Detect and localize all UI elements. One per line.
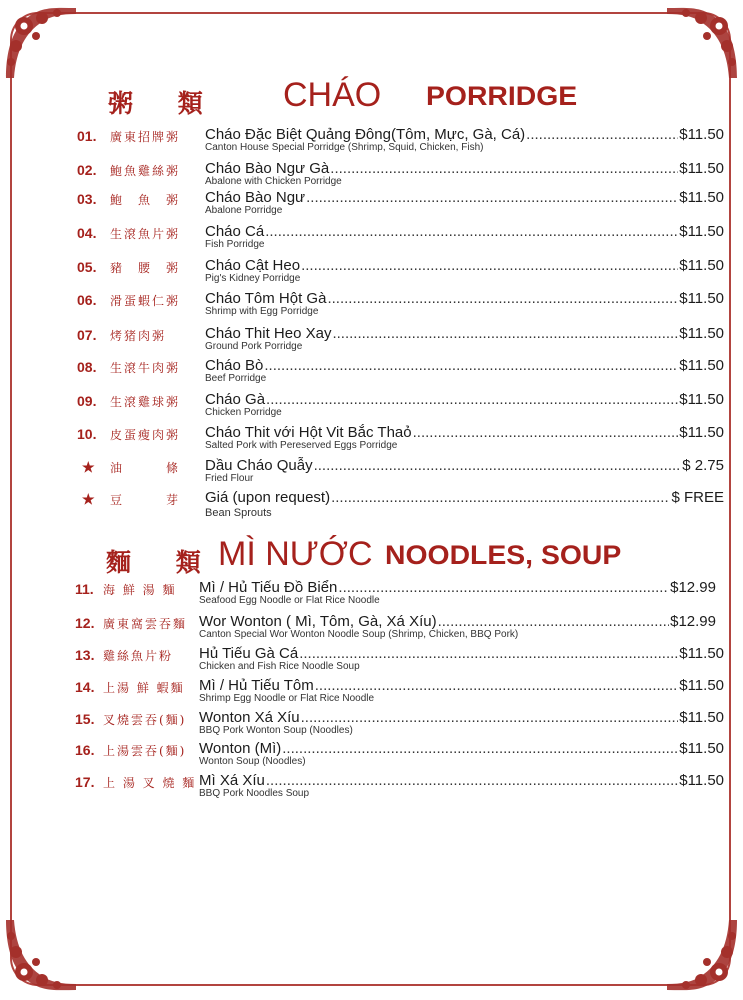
star-icon: ★ [82, 491, 95, 507]
item-chinese-name: 叉燒雲吞(麵) [103, 713, 187, 727]
item-chinese-name: 上湯 鮮 蝦麵 [103, 681, 185, 695]
item-chinese-name: 生滾雞球粥 [110, 395, 181, 409]
menu-item[interactable] [72, 709, 724, 741]
item-name: Cháo Bò [205, 357, 264, 374]
item-name: Wonton Xá Xíu [199, 709, 300, 726]
menu-item[interactable] [72, 257, 724, 289]
item-description: Shrimp Egg Noodle or Flat Rice Noodle [199, 693, 375, 704]
dot-leader [330, 160, 678, 177]
item-chinese-name: 雞絲魚片粉 [103, 649, 174, 663]
item-name: Cháo Tôm Hột Gà [205, 290, 327, 307]
item-chinese-name: 上湯雲吞(麵) [103, 744, 187, 758]
dot-leader [315, 677, 678, 694]
dot-leader [314, 457, 682, 474]
menu-item[interactable] [72, 223, 724, 255]
menu-item[interactable] [72, 677, 724, 709]
menu-item[interactable] [72, 424, 724, 456]
floral-corner-icon [663, 4, 741, 82]
item-description: Beef Porridge [205, 373, 267, 384]
menu-item[interactable] [72, 325, 724, 357]
item-number: 08. [77, 359, 97, 375]
item-chinese-name: 生滾牛肉粥 [110, 361, 181, 375]
item-name: Cháo Bào Ngư [205, 189, 306, 206]
menu-item[interactable] [72, 740, 724, 772]
item-price: $11.50 [679, 189, 724, 206]
item-price: $11.50 [679, 290, 724, 307]
item-name: Giá (upon request) [205, 489, 331, 506]
dot-leader [306, 189, 678, 206]
item-name: Cháo Đặc Biệt Quảng Đông(Tôm, Mực, Gà, Cá) [205, 126, 526, 143]
menu-item[interactable] [72, 391, 724, 423]
menu-item[interactable] [72, 613, 724, 645]
dot-leader [332, 325, 678, 342]
item-chinese-name: 鮑魚雞絲粥 [110, 164, 181, 178]
item-number: 03. [77, 191, 97, 207]
item-number: 04. [77, 225, 97, 241]
menu-item[interactable] [72, 489, 724, 521]
item-number: 14. [75, 679, 95, 695]
item-chinese-name: 廣東窩雲吞麵 [103, 617, 188, 631]
menu-item[interactable] [72, 772, 724, 804]
item-chinese-name: 滑蛋蝦仁粥 [110, 294, 181, 308]
item-chinese-name: 豆 芽 [110, 493, 181, 507]
item-price: $11.50 [679, 772, 724, 789]
item-chinese-name: 皮蛋瘦肉粥 [110, 428, 181, 442]
porridge-heading-eng: PORRIDGE [426, 81, 578, 111]
dot-leader [299, 645, 678, 662]
menu-item[interactable] [72, 645, 724, 677]
menu-item[interactable] [72, 290, 724, 322]
porridge-heading [0, 74, 743, 124]
dot-leader [266, 772, 678, 789]
item-price: $11.50 [679, 424, 724, 441]
item-name: Cháo Bào Ngư Gà [205, 160, 330, 177]
item-description: Fish Porridge [205, 239, 265, 250]
menu-item[interactable] [72, 457, 724, 489]
floral-corner-icon [663, 916, 741, 994]
item-number: 06. [77, 292, 97, 308]
item-description: Abalone with Chicken Porridge [205, 176, 342, 187]
item-chinese-name: 烤猪肉粥 [110, 329, 167, 343]
item-name: Cháo Cá [205, 223, 265, 240]
dot-leader [331, 489, 670, 506]
item-number: 13. [75, 647, 95, 663]
menu-item[interactable] [72, 189, 724, 221]
item-chinese-name: 上 湯 叉 燒 麵 [103, 776, 197, 790]
item-price: $11.50 [679, 126, 724, 143]
noodles-heading-viet: MÌ NƯỚC [218, 535, 373, 573]
floral-corner-icon [2, 4, 80, 82]
item-description: Canton Special Wor Wonton Noodle Soup (Shrimp, Chicken, BBQ Pork) [199, 629, 519, 640]
item-description: Salted Pork with Pereserved Eggs Porridge [205, 440, 398, 451]
item-price: $12.99 [670, 579, 716, 596]
item-name: Wonton (Mì) [199, 740, 282, 757]
item-chinese-name: 油 條 [110, 461, 181, 475]
item-price: $11.50 [679, 740, 724, 757]
menu-item[interactable] [72, 357, 724, 389]
item-price: $11.50 [679, 325, 724, 342]
dot-leader [327, 290, 678, 307]
floral-corner-icon [2, 916, 80, 994]
item-name: Dầu Cháo Quẫy [205, 457, 313, 474]
item-number: 01. [77, 128, 97, 144]
item-price: $12.99 [670, 613, 716, 630]
item-price: $11.50 [679, 257, 724, 274]
item-chinese-name: 廣東招牌粥 [110, 130, 181, 144]
item-description: Seafood Egg Noodle or Flat Rice Noodle [199, 595, 380, 606]
item-chinese-name: 豬 腰 粥 [110, 261, 181, 275]
menu-item[interactable] [72, 126, 724, 158]
noodles-heading [0, 533, 743, 583]
item-number: 10. [77, 426, 97, 442]
item-price: $11.50 [679, 677, 724, 694]
item-number: 07. [77, 327, 97, 343]
item-name: Hủ Tiếu Gà Cá [199, 645, 299, 662]
item-name: Mì / Hủ Tiếu Đồ Biển [199, 579, 338, 596]
dot-leader [282, 740, 678, 757]
dot-leader [526, 126, 678, 143]
menu-item[interactable] [72, 160, 724, 192]
noodles-heading-eng: NOODLES, SOUP [385, 540, 622, 570]
item-name: Cháo Cật Heo [205, 257, 301, 274]
item-number: 11. [75, 581, 94, 597]
item-description: Canton House Special Porridge (Shrimp, Squid, Chicken, Fish) [205, 142, 484, 153]
item-price: $11.50 [679, 709, 724, 726]
dot-leader [413, 424, 679, 441]
item-name: Cháo Thit với Hột Vit Bắc Thaỏ [205, 424, 412, 441]
item-description: Abalone Porridge [205, 205, 283, 216]
item-name: Wor Wonton ( Mì, Tôm, Gà, Xá Xíu) [199, 613, 437, 630]
item-name: Cháo Gà [205, 391, 266, 408]
item-number: 09. [77, 393, 97, 409]
item-name: Mì Xá Xíu [199, 772, 265, 789]
item-description: Fried Flour [205, 473, 254, 484]
item-description: Ground Pork Porridge [205, 341, 303, 352]
menu-item[interactable] [72, 579, 724, 611]
item-price: $ 2.75 [682, 457, 724, 474]
item-number: 17. [75, 774, 95, 790]
item-price: $11.50 [679, 391, 724, 408]
item-number: 05. [77, 259, 97, 275]
item-description: BBQ Pork Wonton Soup (Noodles) [199, 725, 353, 736]
dot-leader [266, 391, 678, 408]
item-number: 15. [75, 711, 95, 727]
item-description: Chicken Porridge [205, 407, 282, 418]
star-icon: ★ [82, 459, 95, 475]
dot-leader [438, 613, 670, 630]
item-name: Cháo Thit Heo Xay [205, 325, 332, 342]
dot-leader [301, 709, 679, 726]
item-price: $ FREE [671, 489, 724, 506]
dot-leader [264, 357, 678, 374]
item-chinese-name: 生滾魚片粥 [110, 227, 181, 241]
item-chinese-name: 鮑 魚 粥 [110, 193, 181, 207]
item-description: BBQ Pork Noodles Soup [199, 788, 310, 799]
item-description: Chicken and Fish Rice Noodle Soup [199, 661, 360, 672]
dot-leader [338, 579, 669, 596]
porridge-heading-viet: CHÁO [283, 76, 382, 114]
item-price: $11.50 [679, 357, 724, 374]
item-price: $11.50 [679, 223, 724, 240]
item-number: 16. [75, 742, 95, 758]
porridge-heading-cjk: 粥 類 [108, 89, 221, 118]
item-price: $11.50 [679, 645, 724, 662]
item-description: Bean Sprouts [205, 507, 272, 519]
item-number: 02. [77, 162, 97, 178]
item-name: Mì / Hủ Tiếu Tôm [199, 677, 314, 694]
item-description: Pig's Kidney Porridge [205, 273, 301, 284]
dot-leader [265, 223, 678, 240]
noodles-heading-cjk: 麵 類 [106, 548, 219, 577]
item-description: Wonton Soup (Noodles) [199, 756, 306, 767]
item-price: $11.50 [679, 160, 724, 177]
item-description: Shrimp with Egg Porridge [205, 306, 319, 317]
item-number: 12. [75, 615, 95, 631]
dot-leader [301, 257, 678, 274]
item-chinese-name: 海 鮮 湯 麵 [103, 583, 177, 597]
